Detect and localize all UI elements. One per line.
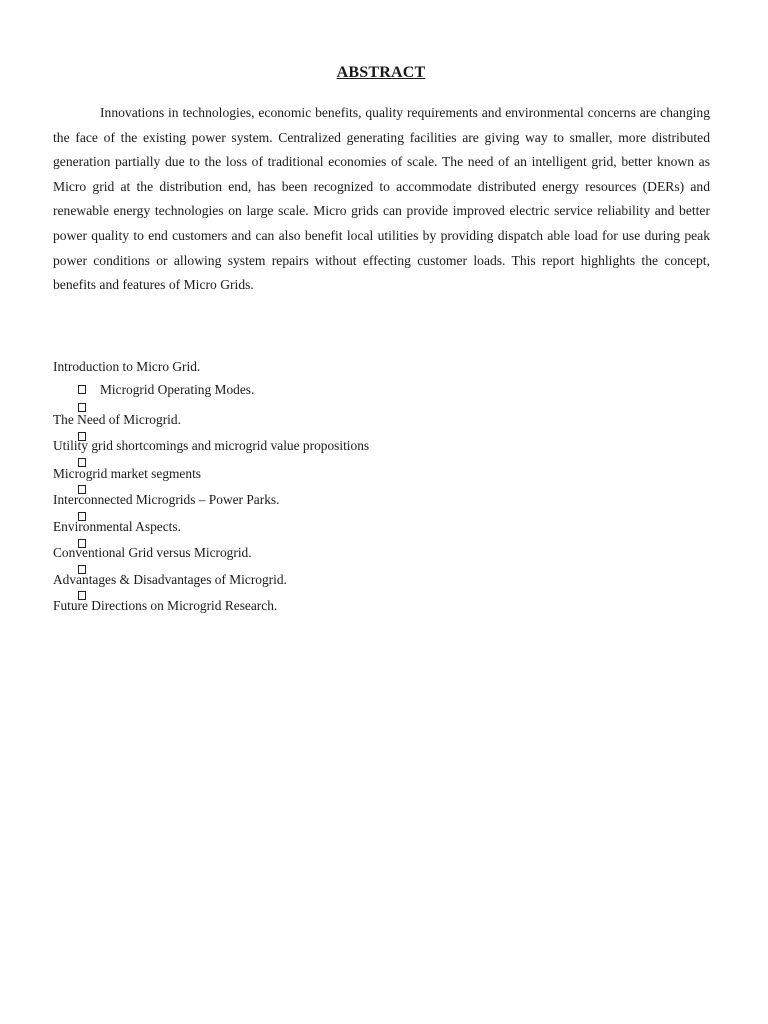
toc-item-need: The Need of Microgrid. [53, 412, 181, 427]
toc-item-market-segments: Microgrid market segments [53, 466, 202, 481]
toc-item-environmental: Environmental Aspects. [53, 519, 181, 534]
toc-item-conventional-vs-micro: Conventional Grid versus Microgrid. [53, 545, 252, 560]
document-title: ABSTRACT [336, 64, 426, 81]
toc-item-introduction: Introduction to Micro Grid. [53, 359, 201, 374]
toc-item-future-directions: Future Directions on Microgrid Research. [53, 598, 278, 613]
checkbox-square-icon [78, 385, 86, 394]
abstract-paragraph: Innovations in technologies, economic benefits, quality requirements and environmental concerns are changing the face of the existing power system. Centralized generating facilities are giving way to smaller, more distributed generation partially due to the loss of traditional economies of scale. The need of an intelligent grid, better known as Micro grid at the distribution end, has been recognized to accommodate distributed energy resources (DERs) and renewable energy technologies on large scale. Micro grids can provide improved electric service reliability and better power quality to end customers and can also benefit local utilities by providing dispatch able load for use during peak power conditions or allowing system repairs without effecting customer loads. This report highlights the concept, benefits and features of Micro Grids. [53, 105, 710, 293]
toc-item-shortcomings: Utility grid shortcomings and microgrid value propositions [53, 438, 370, 453]
toc-item-advantages: Advantages & Disadvantages of Microgrid. [53, 572, 287, 587]
toc-item-power-parks: Interconnected Microgrids – Power Parks. [53, 492, 280, 507]
toc-item-operating-modes: Microgrid Operating Modes. [100, 382, 255, 397]
